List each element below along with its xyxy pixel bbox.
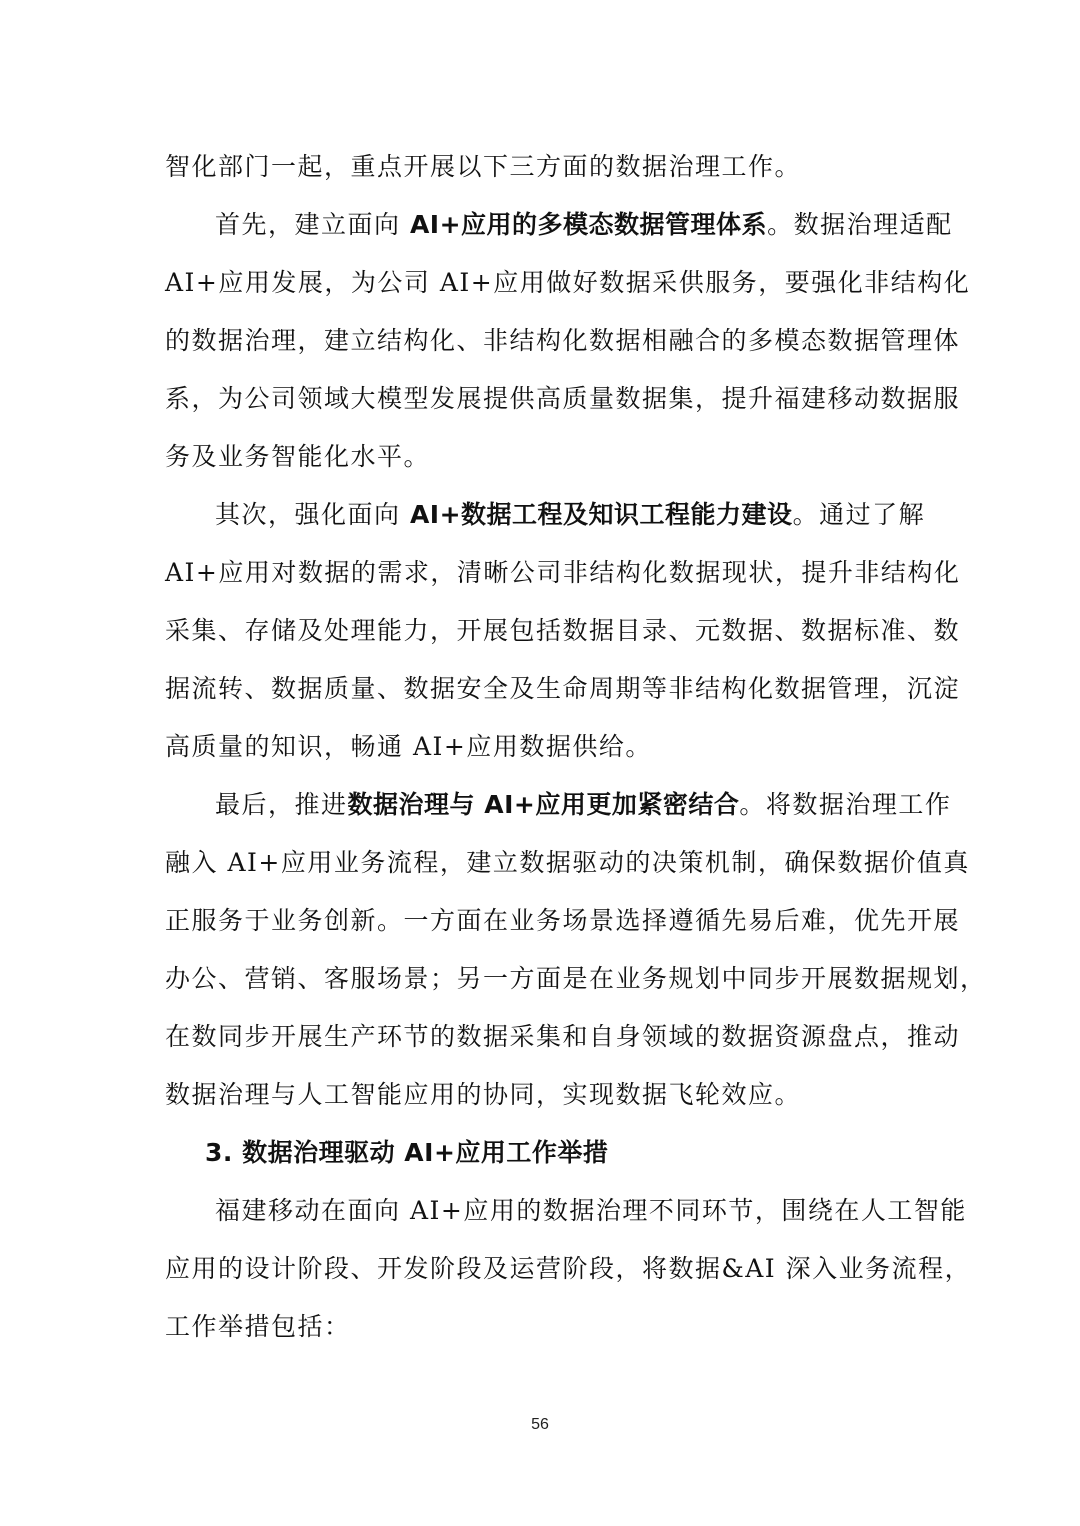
text-line: 正服务于业务创新。一方面在业务场景选择遵循先易后难，优先开展 [165,906,961,935]
emphasis-text: AI+数据工程及知识工程能力建设 [409,500,793,529]
text-line: AI+应用对数据的需求，清晰公司非结构化数据现状，提升非结构化 [165,558,961,587]
text-line: 福建移动在面向 AI+应用的数据治理不同环节，围绕在人工智能 [215,1196,967,1225]
paragraph-first [165,196,953,254]
text-span: 。通过了解 [792,500,926,529]
text-line: 据流转、数据质量、数据安全及生命周期等非结构化数据管理，沉淀 [165,674,961,703]
text-span: 。将数据治理工作 [739,790,952,819]
text-line: 智化部门一起，重点开展以下三方面的数据治理工作。 [165,152,802,181]
text-line: AI+应用发展，为公司 AI+应用做好数据采供服务，要强化非结构化 [165,268,971,297]
text-line: 高质量的知识，畅通 AI+应用数据供给。 [165,732,652,761]
text-span: 最后，推进 [215,790,348,819]
section-heading: 3. 数据治理驱动 AI+应用工作举措 [205,1138,609,1167]
text-line: 务及业务智能化水平。 [165,442,431,471]
text-line: 在数同步开展生产环节的数据采集和自身领域的数据资源盘点，推动 [165,1022,961,1051]
text-line: 工作举措包括： [165,1312,351,1341]
page-number: 56 [531,1416,549,1433]
text-span: 。数据治理适配 [767,210,953,239]
document-body [165,138,987,1356]
text-line: 融入 AI+应用业务流程，建立数据驱动的决策机制，确保数据价值真 [165,848,970,877]
paragraph-second [165,486,926,544]
text-line: 系，为公司领域大模型发展提供高质量数据集，提升福建移动数据服 [165,384,961,413]
text-line: 采集、存储及处理能力，开展包括数据目录、元数据、数据标准、数 [165,616,961,645]
text-line: 办公、营销、客服场景；另一方面是在业务规划中同步开展数据规划， [165,964,987,993]
text-span: 其次，强化面向 [215,500,410,529]
emphasis-text: 数据治理与 AI+应用更加紧密结合 [347,790,740,819]
text-line: 应用的设计阶段、开发阶段及运营阶段，将数据&AI 深入业务流程， [165,1254,972,1283]
text-span: 首先，建立面向 [215,210,410,239]
text-line: 数据治理与人工智能应用的协同，实现数据飞轮效应。 [165,1080,802,1109]
emphasis-text: AI+应用的多模态数据管理体系 [409,210,768,239]
paragraph-third [165,776,952,834]
text-line: 的数据治理，建立结构化、非结构化数据相融合的多模态数据管理体 [165,326,961,355]
